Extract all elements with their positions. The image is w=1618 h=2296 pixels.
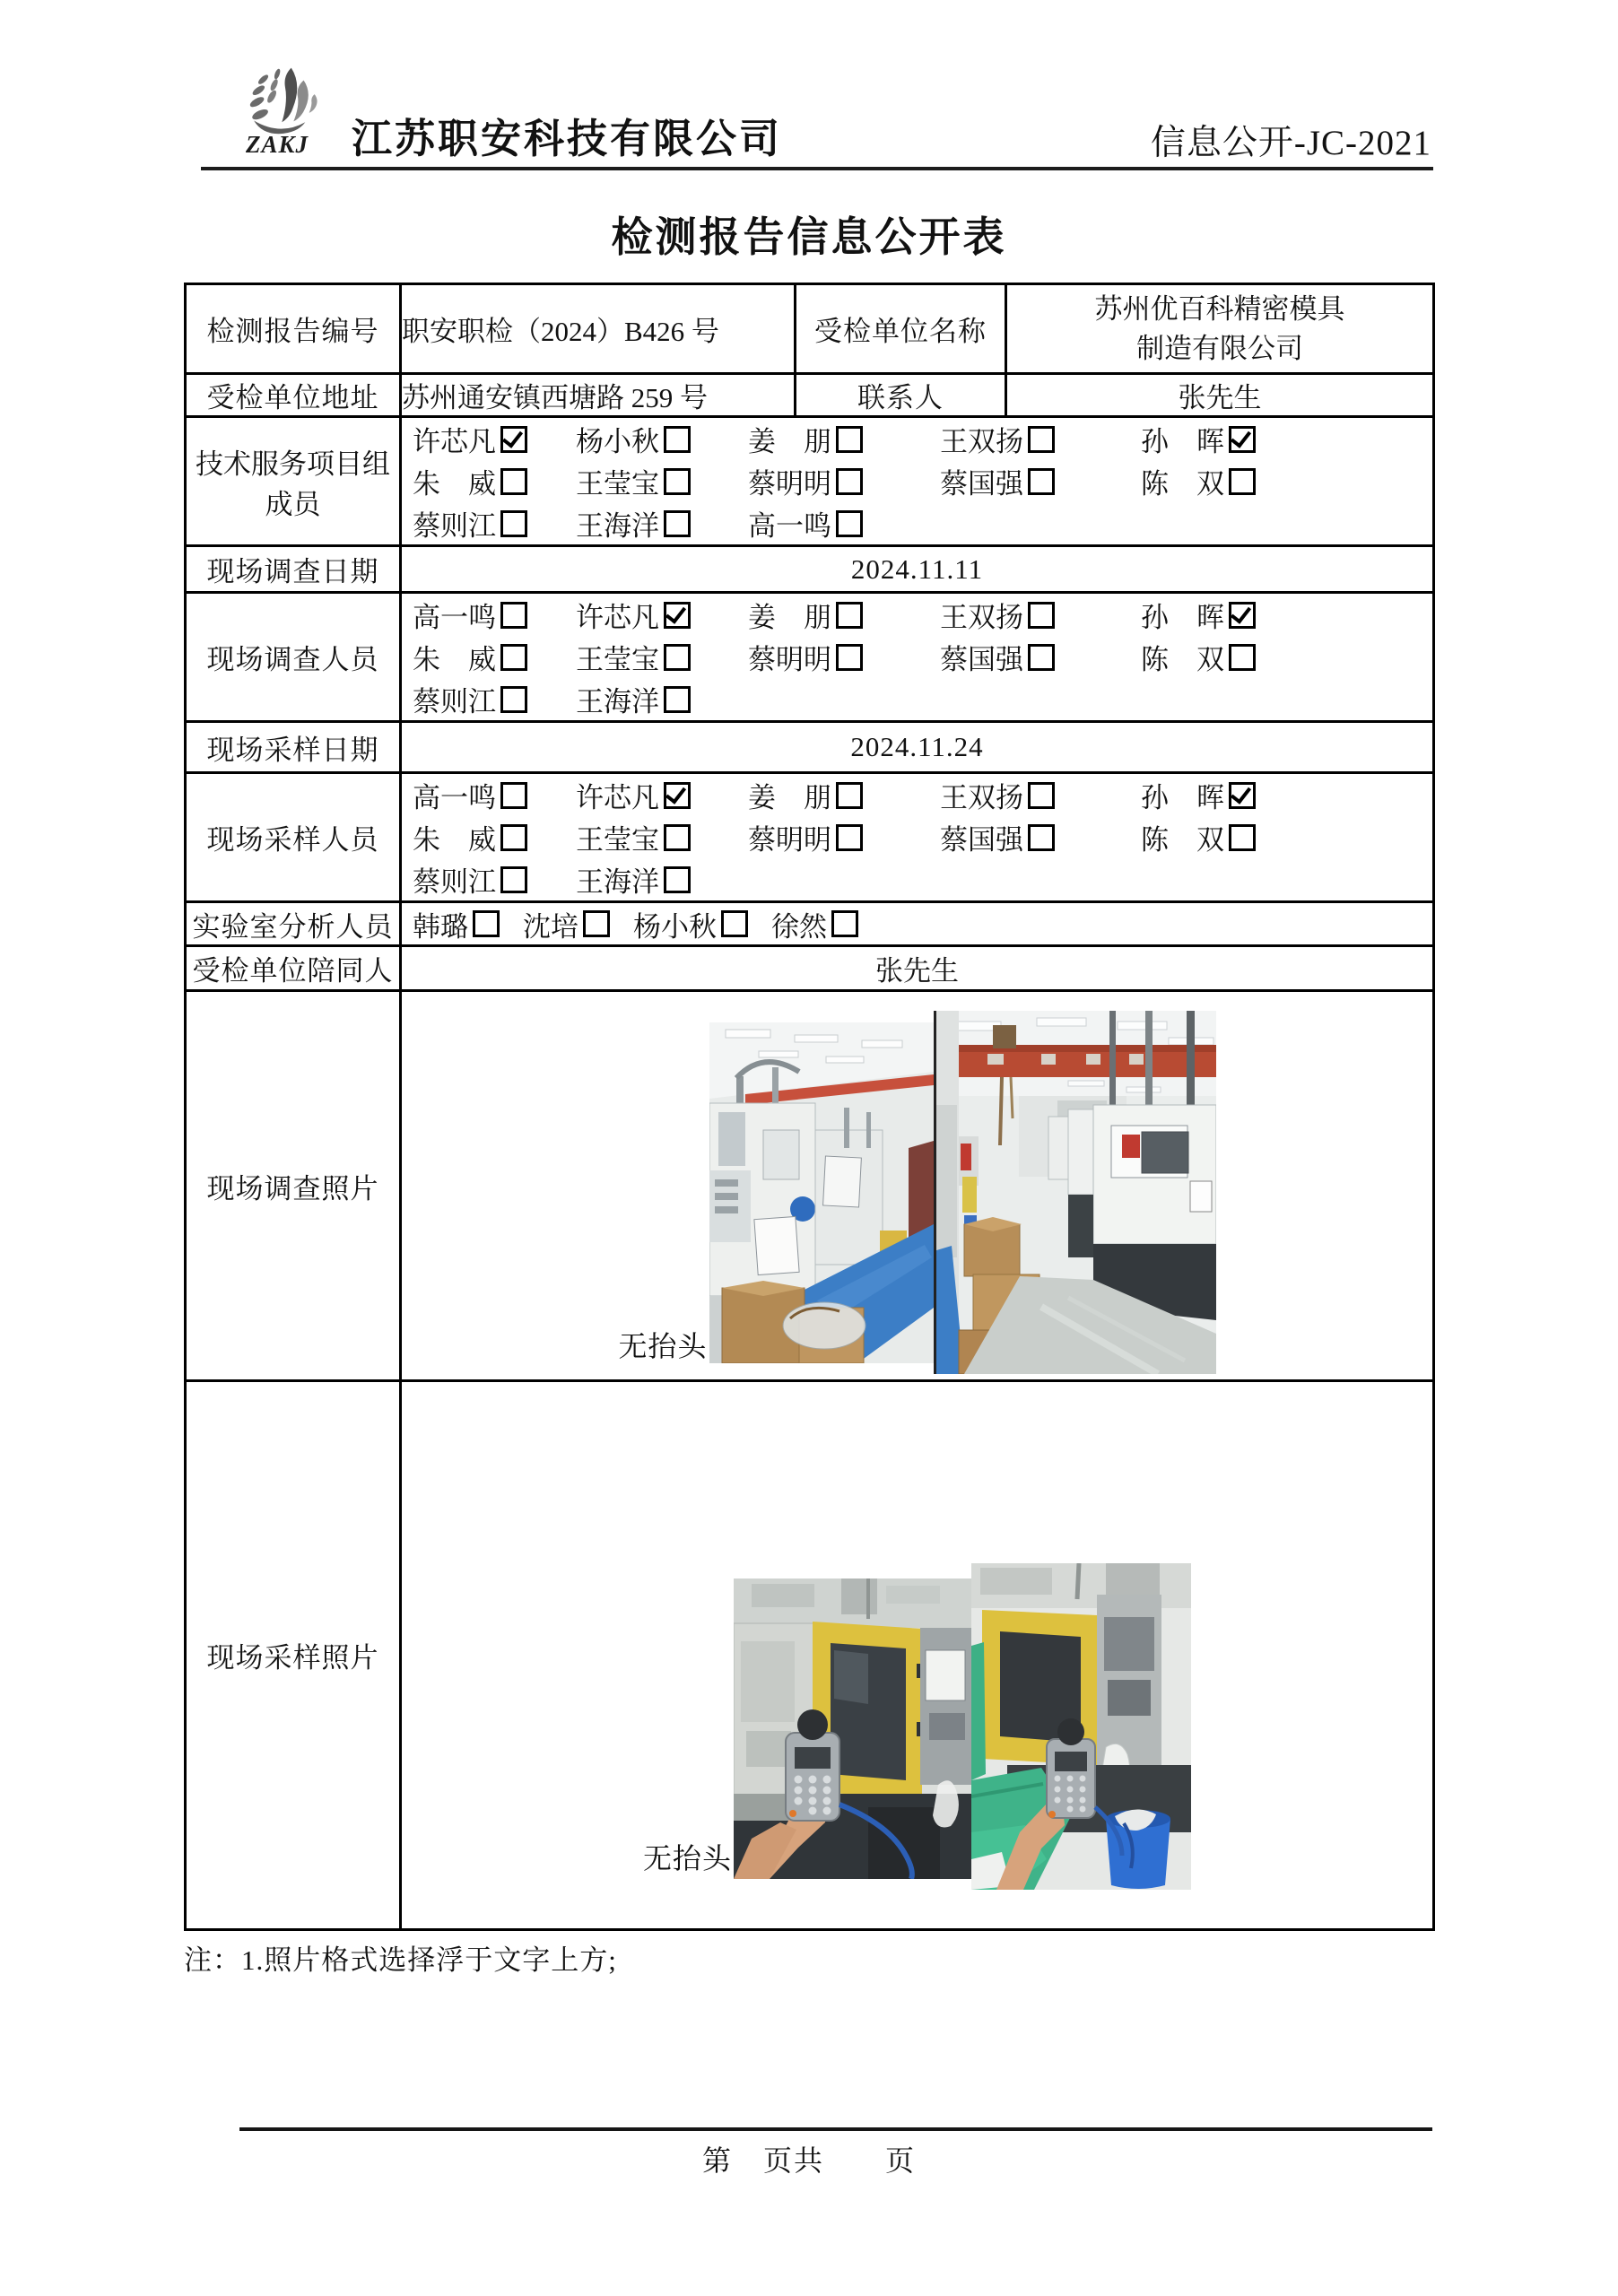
- member-name: 蔡国强: [940, 824, 1023, 856]
- checkbox-unchecked[interactable]: [1028, 426, 1055, 453]
- checkbox-checked[interactable]: [664, 782, 691, 809]
- report-no-value: 职安职检（2024）B426 号: [401, 284, 796, 374]
- member-line: [402, 636, 1432, 678]
- member-slot: [633, 904, 748, 944]
- unit-name-value: 苏州优百科精密模具制造有限公司: [1006, 284, 1434, 374]
- member-name: 孙 晖: [1141, 426, 1224, 457]
- checkbox-unchecked[interactable]: [664, 468, 691, 495]
- member-slot: [413, 419, 576, 459]
- checkbox-unchecked[interactable]: [836, 782, 863, 809]
- member-slot: [1141, 461, 1256, 501]
- sampling-photo-meter-yellow-machine: [734, 1578, 971, 1879]
- table-row: [186, 417, 1434, 546]
- checkbox-unchecked[interactable]: [664, 644, 691, 671]
- member-name: 许芯凡: [576, 782, 659, 813]
- sampling-staff-cell: [401, 773, 1434, 902]
- member-slot: [413, 461, 576, 501]
- checkbox-unchecked[interactable]: [1028, 602, 1055, 629]
- checkbox-unchecked[interactable]: [1028, 468, 1055, 495]
- footer-divider: [239, 2127, 1432, 2131]
- member-slot: [1141, 775, 1256, 815]
- member-name: 王双扬: [940, 782, 1023, 813]
- member-name: 姜 朋: [748, 782, 831, 813]
- table-row: [186, 991, 1434, 1381]
- accompany-value: 张先生: [401, 946, 1434, 991]
- lab-staff-label: 实验室分析人员: [186, 902, 401, 946]
- member-slot: [576, 637, 748, 677]
- sampling-staff-label: 现场采样人员: [186, 773, 401, 902]
- checkbox-unchecked[interactable]: [500, 782, 527, 809]
- member-slot: [940, 775, 1141, 815]
- sampling-date-value: 2024.11.24: [401, 722, 1434, 773]
- member-name: 王莹宝: [576, 824, 659, 856]
- member-name: 朱 威: [413, 824, 496, 856]
- member-slot: [413, 679, 576, 719]
- member-line: [402, 678, 1432, 720]
- survey-date-label: 现场调查日期: [186, 546, 401, 593]
- member-name: 许芯凡: [576, 602, 659, 633]
- member-name: 陈 双: [1141, 468, 1224, 500]
- member-line: [402, 858, 1432, 900]
- sampling-photos-label: 现场采样照片: [186, 1381, 401, 1930]
- member-slot: [940, 817, 1141, 857]
- member-slot: [413, 859, 576, 900]
- member-slot: [1141, 595, 1256, 635]
- footnote: 注：1.照片格式选择浮于文字上方;: [184, 1944, 617, 1976]
- header-divider: [201, 167, 1433, 170]
- member-name: 杨小秋: [576, 426, 659, 457]
- photo-caption: 无抬头: [618, 1330, 708, 1362]
- checkbox-unchecked[interactable]: [836, 468, 863, 495]
- checkbox-unchecked[interactable]: [831, 910, 858, 937]
- survey-photos-label: 现场调查照片: [186, 991, 401, 1381]
- member-name: 孙 晖: [1141, 602, 1224, 633]
- member-slot: [748, 637, 940, 677]
- photo-caption: 无抬头: [642, 1841, 732, 1874]
- checkbox-checked[interactable]: [664, 602, 691, 629]
- member-name: 蔡则江: [413, 510, 496, 542]
- member-name: 蔡明明: [748, 644, 831, 675]
- member-slot: [940, 461, 1141, 501]
- unit-addr-label: 受检单位地址: [186, 374, 401, 417]
- survey-photo-factory-blue-floor: [709, 1022, 934, 1363]
- member-slot: [1141, 817, 1256, 857]
- checkbox-checked[interactable]: [1229, 426, 1256, 453]
- report-info-table: [184, 283, 1435, 1931]
- member-slot: [576, 679, 748, 719]
- member-name: 王莹宝: [576, 644, 659, 675]
- member-line: [402, 816, 1432, 858]
- member-name: 王海洋: [576, 686, 659, 718]
- member-name: 高一鸣: [413, 782, 496, 813]
- member-name: 蔡国强: [940, 644, 1023, 675]
- table-row: [186, 546, 1434, 593]
- member-slot: [576, 595, 748, 635]
- member-name: 陈 双: [1141, 824, 1224, 856]
- document-code: 信息公开-JC-2021: [1150, 124, 1431, 162]
- member-slot: [940, 637, 1141, 677]
- unit-addr-value: 苏州通安镇西塘路 259 号: [401, 374, 796, 417]
- survey-photos-cell: [401, 991, 1434, 1381]
- member-name: 徐然: [771, 910, 827, 943]
- member-name: 姜 朋: [748, 426, 831, 457]
- member-name: 沈培: [523, 910, 578, 943]
- page-title: 检测报告信息公开表: [611, 214, 1007, 260]
- member-name: 姜 朋: [748, 602, 831, 633]
- tech-members-label: 技术服务项目组成员: [186, 417, 401, 546]
- member-slot: [576, 419, 748, 459]
- table-row: [186, 1381, 1434, 1930]
- tech-members-checklist: [402, 418, 1432, 544]
- checkbox-unchecked[interactable]: [1229, 468, 1256, 495]
- table-row: [186, 773, 1434, 902]
- member-slot: [940, 595, 1141, 635]
- table-row: [186, 593, 1434, 722]
- member-line: [402, 418, 1432, 460]
- checkbox-checked[interactable]: [1229, 602, 1256, 629]
- survey-staff-cell: [401, 593, 1434, 722]
- report-no-label: 检测报告编号: [186, 284, 401, 374]
- member-slot: [413, 904, 500, 944]
- member-slot: [748, 817, 940, 857]
- checkbox-unchecked[interactable]: [583, 910, 610, 937]
- member-slot: [576, 503, 748, 544]
- member-name: 蔡明明: [748, 824, 831, 856]
- checkbox-unchecked[interactable]: [664, 686, 691, 713]
- member-slot: [771, 904, 858, 944]
- member-slot: [413, 595, 576, 635]
- survey-date-value: 2024.11.11: [401, 546, 1434, 593]
- survey-staff-label: 现场调查人员: [186, 593, 401, 722]
- member-name: 杨小秋: [633, 910, 717, 943]
- tech-members-cell: [401, 417, 1434, 546]
- survey-staff-checklist: [402, 594, 1432, 720]
- table-row: [186, 374, 1434, 417]
- checkbox-unchecked[interactable]: [500, 686, 527, 713]
- member-name: 蔡则江: [413, 866, 496, 898]
- checkbox-unchecked[interactable]: [664, 824, 691, 851]
- member-name: 韩璐: [413, 910, 468, 943]
- member-name: 王海洋: [576, 510, 659, 542]
- sampling-photo-meter-green-bench: [971, 1563, 1191, 1890]
- table-row: [186, 902, 1434, 946]
- member-line: [402, 774, 1432, 816]
- member-name: 陈 双: [1141, 644, 1224, 675]
- member-name: 蔡则江: [413, 686, 496, 718]
- checkbox-unchecked[interactable]: [1028, 782, 1055, 809]
- checkbox-unchecked[interactable]: [1028, 824, 1055, 851]
- member-slot: [576, 817, 748, 857]
- member-slot: [576, 775, 748, 815]
- member-slot: [413, 775, 576, 815]
- sampling-photos-cell: [401, 1381, 1434, 1930]
- checkbox-unchecked[interactable]: [1229, 644, 1256, 671]
- table-row: [186, 284, 1434, 374]
- checkbox-unchecked[interactable]: [836, 510, 863, 537]
- company-name: 江苏职安科技有限公司: [352, 117, 783, 161]
- checkbox-unchecked[interactable]: [1229, 824, 1256, 851]
- member-slot: [748, 503, 940, 544]
- member-slot: [576, 859, 748, 900]
- checkbox-unchecked[interactable]: [500, 644, 527, 671]
- checkbox-unchecked[interactable]: [500, 510, 527, 537]
- member-name: 孙 晖: [1141, 782, 1224, 813]
- checkbox-unchecked[interactable]: [721, 910, 748, 937]
- checkbox-unchecked[interactable]: [836, 602, 863, 629]
- checkbox-unchecked[interactable]: [500, 824, 527, 851]
- member-name: 王海洋: [576, 866, 659, 898]
- checkbox-unchecked[interactable]: [500, 602, 527, 629]
- member-name: 王双扬: [940, 602, 1023, 633]
- checkbox-unchecked[interactable]: [664, 426, 691, 453]
- member-slot: [748, 461, 940, 501]
- checkbox-unchecked[interactable]: [1028, 644, 1055, 671]
- checkbox-unchecked[interactable]: [473, 910, 500, 937]
- member-name: 蔡国强: [940, 468, 1023, 500]
- logo-acronym: ZAKJ: [246, 131, 309, 158]
- contact-value: 张先生: [1006, 374, 1434, 417]
- member-line: [402, 502, 1432, 544]
- survey-photo-factory-red-crane: [934, 1011, 1216, 1374]
- checkbox-unchecked[interactable]: [500, 468, 527, 495]
- member-slot: [413, 817, 576, 857]
- member-name: 朱 威: [413, 468, 496, 500]
- page-number-label: 第 页共 页: [701, 2144, 916, 2177]
- member-slot: [413, 637, 576, 677]
- contact-label: 联系人: [796, 374, 1006, 417]
- member-line: [402, 460, 1432, 502]
- checkbox-unchecked[interactable]: [500, 866, 527, 893]
- member-name: 王莹宝: [576, 468, 659, 500]
- member-name: 王双扬: [940, 426, 1023, 457]
- table-row: [186, 946, 1434, 991]
- member-slot: [748, 775, 940, 815]
- checkbox-unchecked[interactable]: [836, 426, 863, 453]
- checkbox-checked[interactable]: [1229, 782, 1256, 809]
- member-slot: [1141, 637, 1256, 677]
- checkbox-unchecked[interactable]: [664, 866, 691, 893]
- member-slot: [940, 419, 1141, 459]
- sampling-staff-checklist: [402, 774, 1432, 900]
- member-slot: [1141, 419, 1256, 459]
- member-name: 蔡明明: [748, 468, 831, 500]
- table-row: [186, 722, 1434, 773]
- sampling-date-label: 现场采样日期: [186, 722, 401, 773]
- accompany-label: 受检单位陪同人: [186, 946, 401, 991]
- member-name: 高一鸣: [748, 510, 831, 542]
- member-line: [402, 594, 1432, 636]
- member-slot: [748, 595, 940, 635]
- checkbox-unchecked[interactable]: [664, 510, 691, 537]
- checkbox-checked[interactable]: [500, 426, 527, 453]
- member-name: 许芯凡: [413, 426, 496, 457]
- checkbox-unchecked[interactable]: [836, 644, 863, 671]
- member-slot: [523, 904, 610, 944]
- checkbox-unchecked[interactable]: [836, 824, 863, 851]
- member-name: 朱 威: [413, 644, 496, 675]
- member-slot: [576, 461, 748, 501]
- lab-staff-cell: [401, 902, 1434, 946]
- lab-staff-checklist: [402, 903, 1432, 944]
- member-slot: [413, 503, 576, 544]
- member-slot: [748, 419, 940, 459]
- member-line: [402, 903, 1432, 944]
- member-name: 高一鸣: [413, 602, 496, 633]
- unit-name-label: 受检单位名称: [796, 284, 1006, 374]
